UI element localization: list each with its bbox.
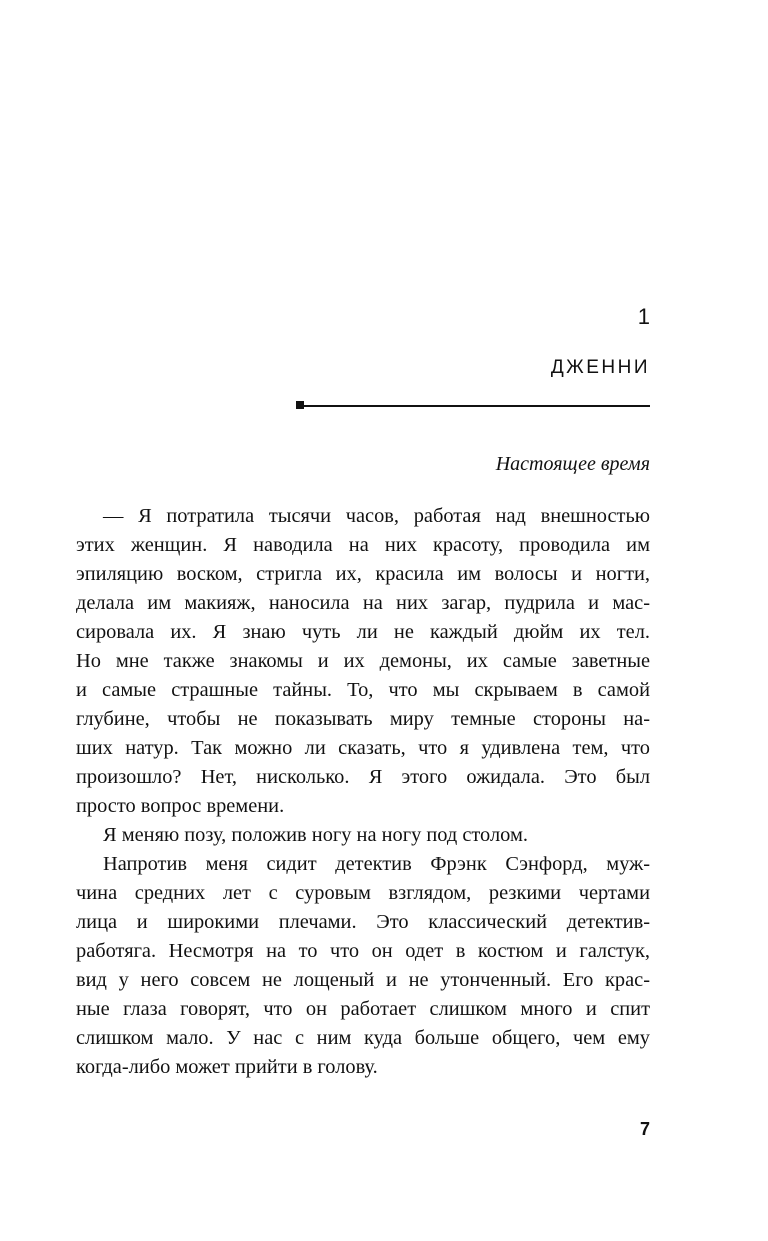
paragraph <box>76 821 650 850</box>
text-line: — Я потратила тысячи часов, работая над внешностью <box>103 505 650 527</box>
text-line: Но мне также знакомы и их демоны, их самые заветные <box>76 650 650 672</box>
text-line: ших натур. Так можно ли сказать, что я удивлена тем, что <box>76 737 650 759</box>
chapter-number: 1 <box>637 304 650 329</box>
text-line: эпиляцию воском, стригла их, красила им волосы и ногти, <box>76 563 650 585</box>
text-line: делала им макияж, наносила на них загар, пудрила и мас- <box>76 592 650 614</box>
text-line: Я меняю позу, положив ногу на ногу под столом. <box>103 824 528 846</box>
text-line: сировала их. Я знаю чуть ли не каждый дюйм их тел. <box>76 621 650 643</box>
text-line: чина средних лет с суровым взглядом, резкими чертами <box>76 882 650 904</box>
body-text <box>76 502 650 1082</box>
text-line: слишком мало. У нас с ним куда больше общего, чем ему <box>76 1027 650 1049</box>
text-line: произошло? Нет, нисколько. Я этого ожидала. Это был <box>76 766 650 788</box>
paragraph <box>76 502 650 821</box>
text-line: когда-либо может прийти в голову. <box>76 1056 378 1078</box>
time-label: Настоящее время <box>495 453 650 475</box>
text-line: глубине, чтобы не показывать миру темные стороны на- <box>76 708 650 730</box>
text-line: ные глаза говорят, что он работает слишком много и спит <box>76 998 650 1020</box>
text-line: и самые страшные тайны. То, что мы скрываем в самой <box>76 679 650 701</box>
text-line: Напротив меня сидит детектив Фрэнк Сэнфорд, муж- <box>103 853 650 875</box>
page-number: 7 <box>639 1119 650 1139</box>
divider-line <box>301 405 650 407</box>
text-line: лица и широкими плечами. Это классический детектив- <box>76 911 650 933</box>
text-line: работяга. Несмотря на то что он одет в костюм и галстук, <box>76 940 650 962</box>
chapter-title: ДЖЕННИ <box>550 357 650 378</box>
text-line: вид у него совсем не лощеный и не утонченный. Его крас- <box>76 969 650 991</box>
paragraph <box>76 850 650 1082</box>
text-line: этих женщин. Я наводила на них красоту, проводила им <box>76 534 650 556</box>
text-line: просто вопрос времени. <box>76 795 285 817</box>
